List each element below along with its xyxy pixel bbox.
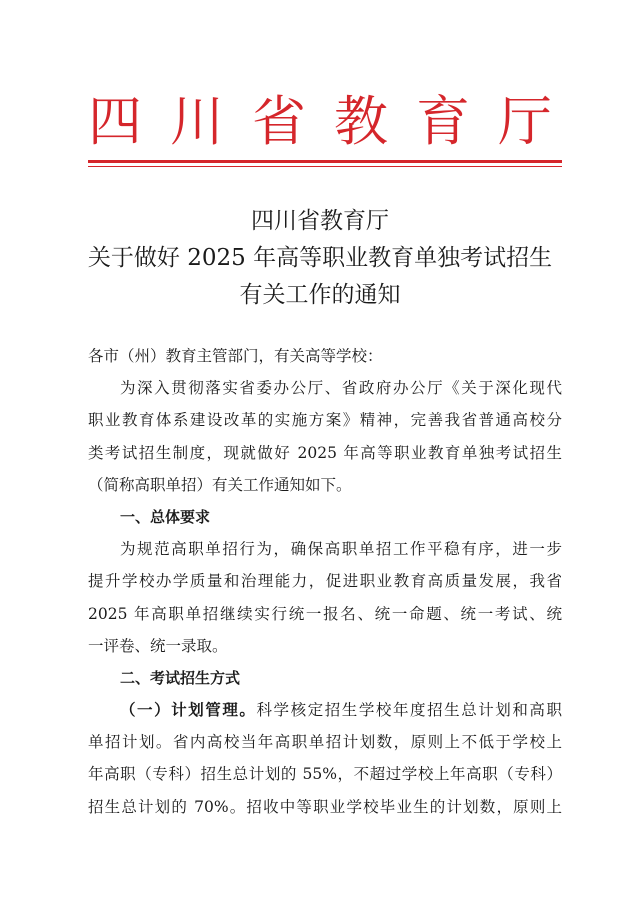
intro-line: （简称高职单招）有关工作通知如下。 [88,475,352,494]
masthead-rule-thin [88,166,562,167]
salutation: 各市（州）教育主管部门，有关高等学校： [88,347,383,365]
intro-line: 为深入贯彻落实省委办公厅、省政府办公厅《关于深化现代 [120,379,562,398]
subsection-label-plan-management: （一）计划管理。 [120,700,257,720]
section1-line: 一评卷、统一录取。 [88,636,228,655]
title-line-1: 四川省教育厅 [251,208,389,234]
masthead-rule-thick [88,160,562,163]
section-heading-general-requirements: 一、总体要求 [120,507,211,526]
document-body [88,340,562,823]
section2-line: 单招计划。省内高校当年高职单招计划数，原则上不低于学校上 [88,733,562,752]
section1-line: 2025 年高职单招继续实行统一报名、统一命题、统一考试、统 [88,604,562,623]
intro-line: 类考试招生制度，现就做好 2025 年高等职业教育单独考试招生 [88,443,562,462]
document-masthead: 四川省教育厅 [88,90,580,153]
title-line-2: 关于做好 2025 年高等职业教育单独考试招生 [87,245,553,271]
section2-line: 年高职（专科）招生总计划的 55%，不超过学校上年高职（专科） [88,765,562,784]
section-heading-exam-admission-method: 二、考试招生方式 [120,668,241,687]
section2-first-line [88,694,562,726]
section2-line: 招生总计划的 70%。招收中等职业学校毕业生的计划数，原则上 [88,797,562,816]
section1-line: 提升学校办学质量和治理能力，促进职业教育高质量发展，我省 [88,572,562,591]
document-title [0,203,640,314]
section1-line: 为规范高职单招行为，确保高职单招工作平稳有序，进一步 [120,540,562,559]
intro-line: 职业教育体系建设改革的实施方案》精神，完善我省普通高校分 [88,411,562,430]
title-line-3: 有关工作的通知 [239,282,401,308]
section2-first-line-text: 科学核定招生学校年度招生总计划和高职 [256,701,562,720]
